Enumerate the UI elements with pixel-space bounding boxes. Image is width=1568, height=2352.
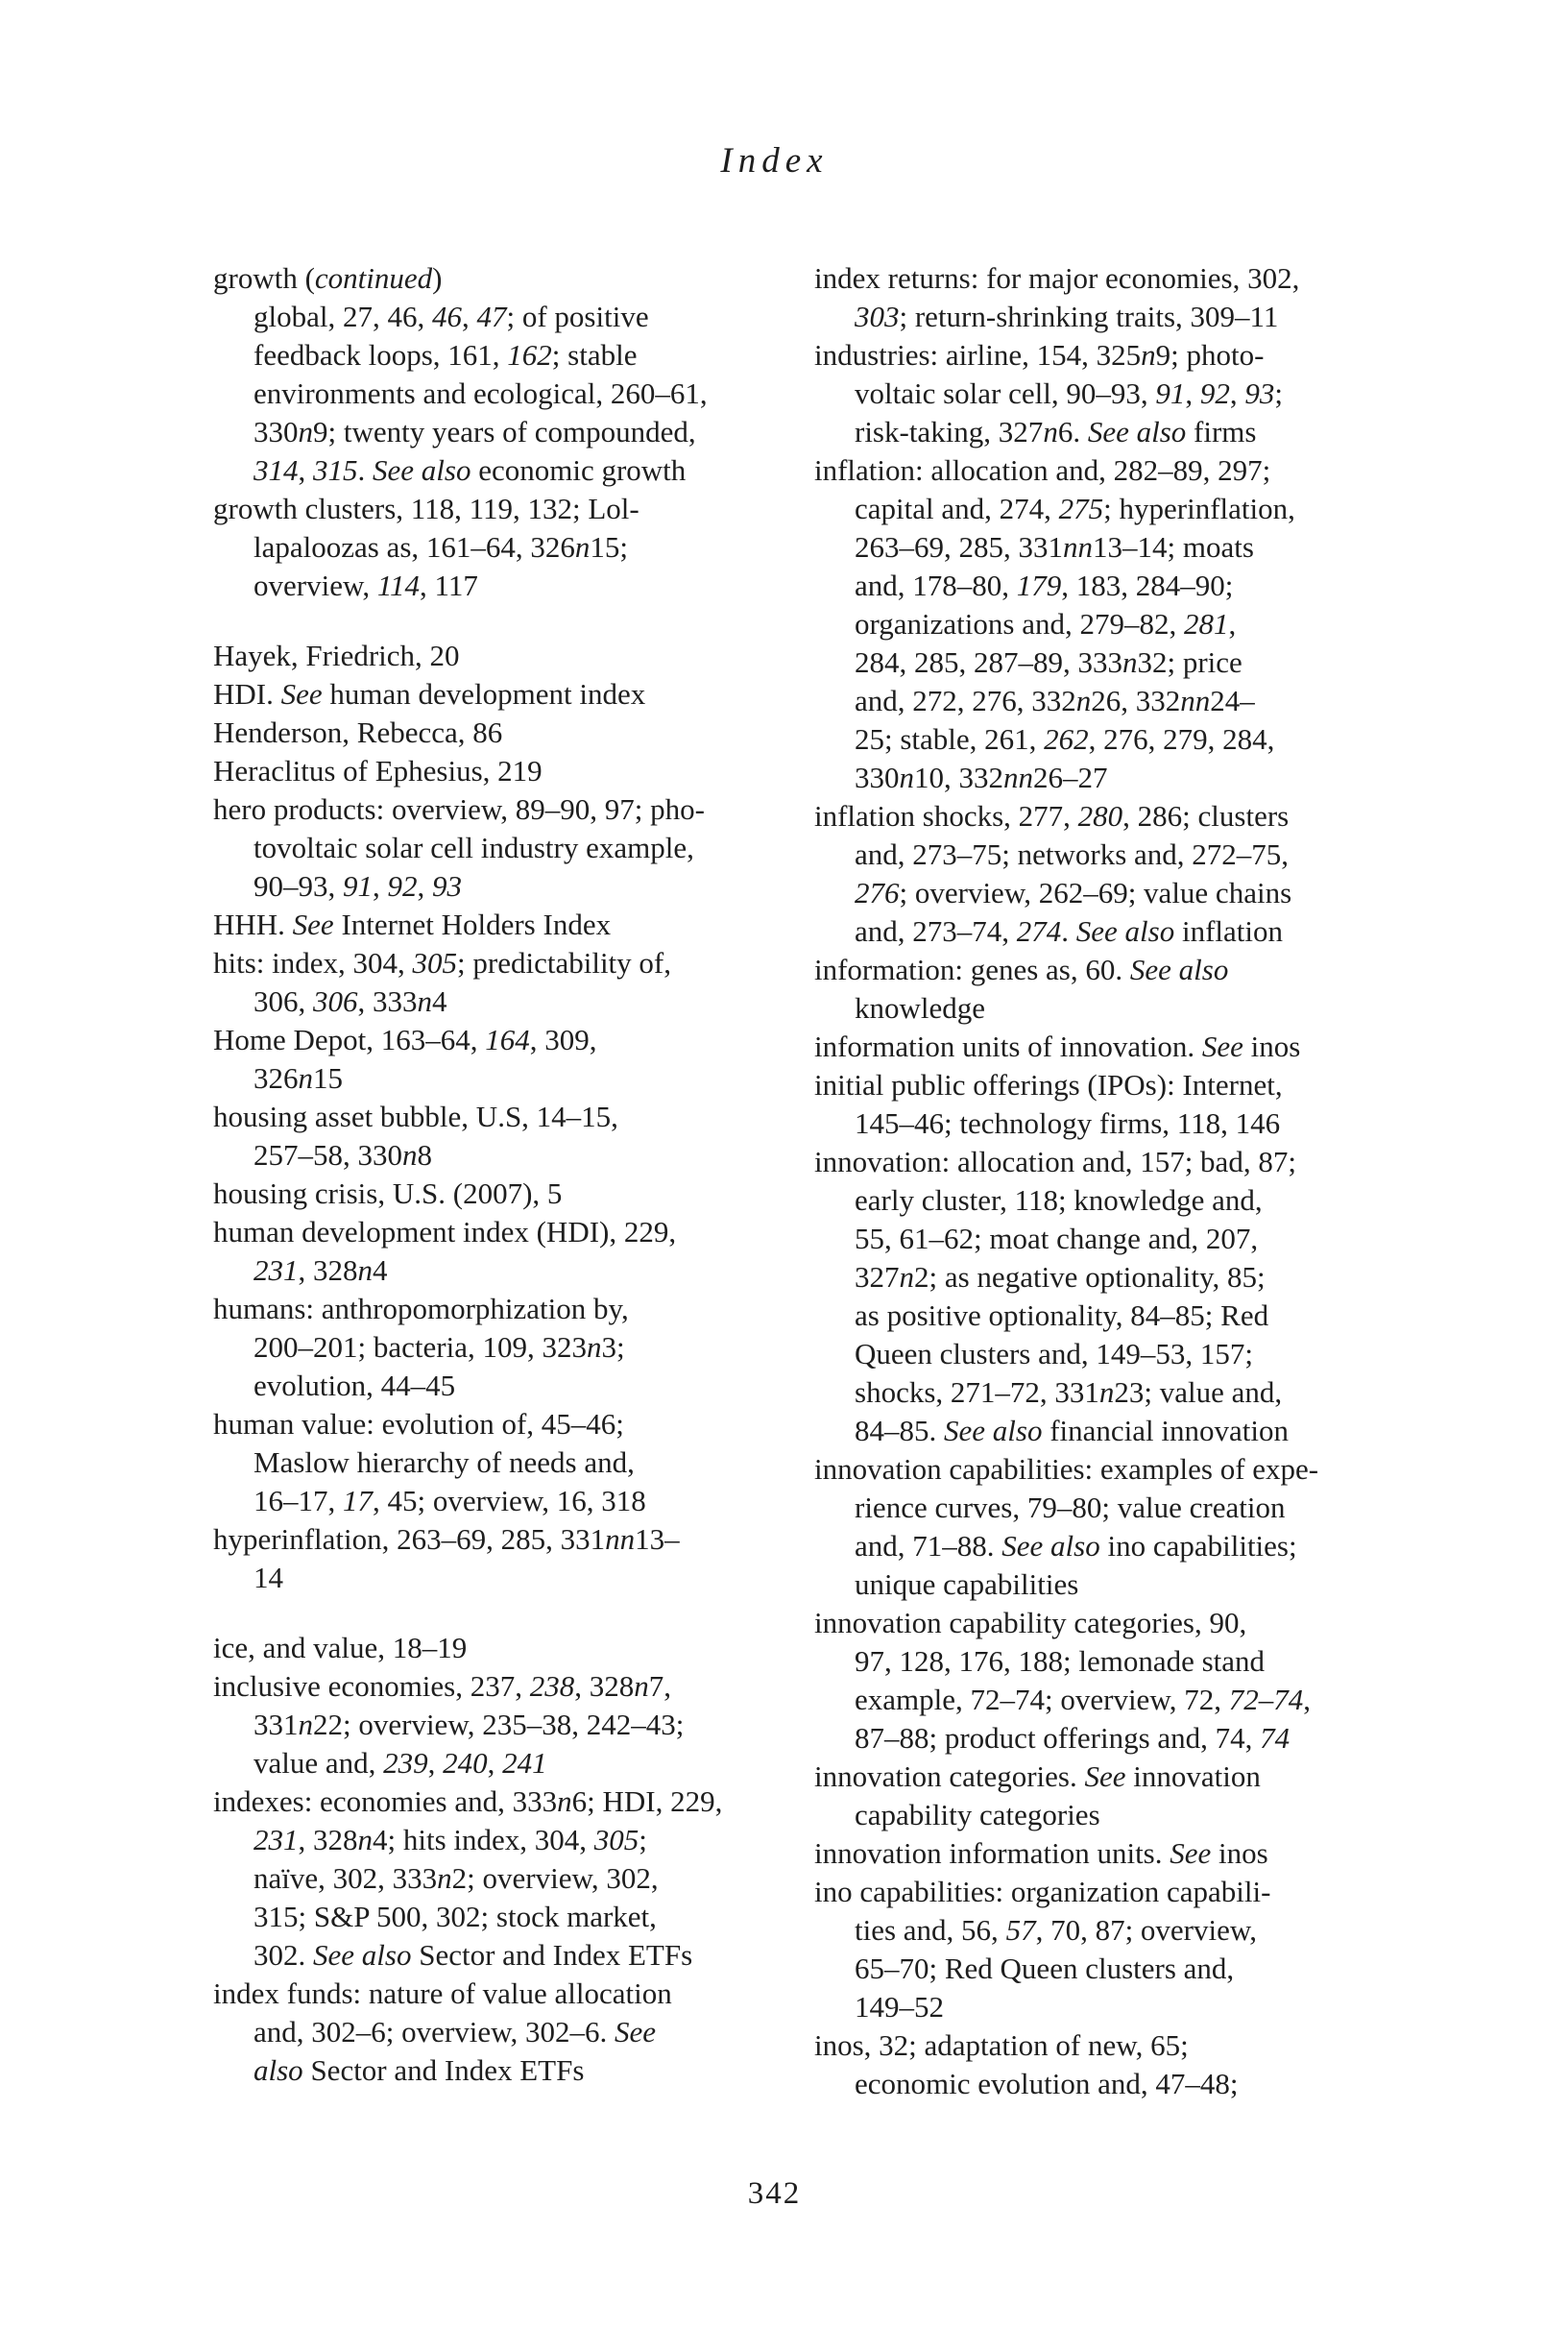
index-line: 284, 285, 287–89, 333n32; price (855, 645, 1242, 679)
index-line: also Sector and Index ETFs (253, 2053, 585, 2087)
index-line: organizations and, 279–82, 281, (855, 607, 1237, 641)
index-line: 263–69, 285, 331nn13–14; moats (855, 530, 1254, 564)
index-line: human value: evolution of, 45–46; (213, 1407, 624, 1441)
index-line: initial public offerings (IPOs): Internet, (814, 1068, 1283, 1102)
index-line: feedback loops, 161, 162; stable (253, 338, 638, 372)
group-gap (213, 1597, 782, 1629)
index-line: 87–88; product offerings and, 74, 74 (855, 1721, 1291, 1755)
index-line: hero products: overview, 89–90, 97; pho- (213, 792, 705, 826)
index-line: tovoltaic solar cell industry example, (253, 831, 694, 864)
index-line: and, 178–80, 179, 183, 284–90; (855, 569, 1234, 602)
index-line: evolution, 44–45 (253, 1369, 456, 1402)
index-line: shocks, 271–72, 331n23; value and, (855, 1375, 1283, 1409)
index-line: environments and ecological, 260–61, (253, 376, 708, 410)
index-line: voltaic solar cell, 90–93, 91, 92, 93; (855, 376, 1283, 410)
index-line: and, 273–74, 274. See also inflation (855, 914, 1284, 948)
index-line: 25; stable, 261, 262, 276, 279, 284, (855, 722, 1275, 756)
index-line: 55, 61–62; moat change and, 207, (855, 1222, 1259, 1255)
index-line: 257–58, 330n8 (253, 1138, 432, 1172)
index-line: innovation information units. See inos (814, 1836, 1268, 1870)
index-line: and, 272, 276, 332n26, 332nn24– (855, 684, 1255, 717)
index-line: 84–85. See also financial innovation (855, 1414, 1289, 1447)
index-line: innovation: allocation and, 157; bad, 87; (814, 1145, 1296, 1178)
index-line: Henderson, Rebecca, 86 (213, 715, 503, 749)
index-line: capital and, 274, 275; hyperinflation, (855, 492, 1295, 525)
index-line: 200–201; bacteria, 109, 323n3; (253, 1330, 625, 1364)
index-line: growth clusters, 118, 119, 132; Lol- (213, 492, 639, 525)
index-line: inclusive economies, 237, 238, 328n7, (213, 1669, 671, 1703)
index-line: naïve, 302, 333n2; overview, 302, (253, 1861, 659, 1895)
index-line: 302. See also Sector and Index ETFs (253, 1938, 693, 1972)
index-line: 65–70; Red Queen clusters and, (855, 1952, 1235, 1985)
index-line: information units of innovation. See inos (814, 1030, 1301, 1063)
index-line: index funds: nature of value allocation (213, 1976, 672, 2010)
page-number: 342 (747, 2176, 802, 2211)
index-line: as positive optionality, 84–85; Red (855, 1298, 1269, 1332)
index-line: Queen clusters and, 149–53, 157; (855, 1337, 1253, 1370)
index-line: Home Depot, 163–64, 164, 309, (213, 1023, 597, 1056)
index-line: ice, and value, 18–19 (213, 1631, 468, 1664)
index-line: hyperinflation, 263–69, 285, 331nn13– (213, 1522, 680, 1556)
index-line: Maslow hierarchy of needs and, (253, 1445, 635, 1479)
index-line: rience curves, 79–80; value creation (855, 1491, 1286, 1524)
index-line: early cluster, 118; knowledge and, (855, 1183, 1263, 1217)
index-line: 145–46; technology firms, 118, 146 (855, 1106, 1281, 1140)
index-line: HDI. See human development index (213, 677, 646, 711)
index-line: index returns: for major economies, 302, (814, 261, 1300, 295)
index-line: risk-taking, 327n6. See also firms (855, 415, 1257, 449)
index-line: 326n15 (253, 1061, 343, 1095)
index-line: value and, 239, 240, 241 (253, 1746, 547, 1780)
index-line: 327n2; as negative optionality, 85; (855, 1260, 1266, 1294)
index-line: and, 302–6; overview, 302–6. See (253, 2015, 656, 2049)
index-line: 97, 128, 176, 188; lemonade stand (855, 1644, 1266, 1678)
index-line: 231, 328n4 (253, 1253, 388, 1287)
index-line: knowledge (855, 991, 986, 1025)
index-line: human development index (HDI), 229, (213, 1215, 677, 1249)
index-line: unique capabilities (855, 1567, 1079, 1601)
page-title: Index (720, 141, 829, 181)
index-line: 306, 306, 333n4 (253, 984, 447, 1018)
index-line: ino capabilities: organization capabili- (814, 1875, 1271, 1908)
index-line: innovation capabilities: examples of expe- (814, 1452, 1319, 1486)
index-line: information: genes as, 60. See also (814, 953, 1229, 986)
index-line: hits: index, 304, 305; predictability of, (213, 946, 671, 980)
index-line: housing crisis, U.S. (2007), 5 (213, 1176, 563, 1210)
index-line: 303; return-shrinking traits, 309–11 (855, 300, 1279, 333)
index-line: global, 27, 46, 46, 47; of positive (253, 300, 649, 333)
index-line: innovation capability categories, 90, (814, 1606, 1247, 1639)
index-line: 276; overview, 262–69; value chains (855, 876, 1292, 909)
index-line: innovation categories. See innovation (814, 1759, 1261, 1793)
index-line: Heraclitus of Ephesius, 219 (213, 754, 543, 788)
index-line: 314, 315. See also economic growth (253, 453, 687, 487)
index-line: overview, 114, 117 (253, 569, 478, 602)
index-line: 330n9; twenty years of compounded, (253, 415, 696, 449)
group-gap (213, 605, 782, 637)
index-line: humans: anthropomorphization by, (213, 1292, 629, 1325)
index-line: and, 273–75; networks and, 272–75, (855, 837, 1290, 871)
index-line: 231, 328n4; hits index, 304, 305; (253, 1823, 647, 1856)
index-line: ties and, 56, 57, 70, 87; overview, (855, 1913, 1258, 1947)
index-line: 315; S&P 500, 302; stock market, (253, 1900, 657, 1933)
index-line: growth (continued) (213, 261, 443, 295)
index-line: inflation: allocation and, 282–89, 297; (814, 453, 1271, 487)
index-line: HHH. See Internet Holders Index (213, 908, 612, 941)
index-line: inflation shocks, 277, 280, 286; clusters (814, 799, 1290, 833)
index-line: Hayek, Friedrich, 20 (213, 639, 460, 672)
index-line: indexes: economies and, 333n6; HDI, 229, (213, 1784, 723, 1818)
index-line: economic evolution and, 47–48; (855, 2067, 1239, 2100)
index-line: 14 (253, 1561, 283, 1594)
index-line: inos, 32; adaptation of new, 65; (814, 2028, 1189, 2062)
index-line: 16–17, 17, 45; overview, 16, 318 (253, 1484, 646, 1517)
column-left (213, 259, 782, 2090)
index-line: 330n10, 332nn26–27 (855, 761, 1108, 794)
index-line: 90–93, 91, 92, 93 (253, 869, 462, 903)
index-line: 331n22; overview, 235–38, 242–43; (253, 1708, 685, 1741)
index-line: 149–52 (855, 1990, 944, 2024)
index-line: lapaloozas as, 161–64, 326n15; (253, 530, 629, 564)
column-right (814, 259, 1358, 2103)
index-line: industries: airline, 154, 325n9; photo- (814, 338, 1265, 372)
index-line: example, 72–74; overview, 72, 72–74, (855, 1683, 1311, 1716)
index-line: housing asset bubble, U.S, 14–15, (213, 1100, 618, 1133)
index-line: capability categories (855, 1798, 1100, 1831)
index-line: and, 71–88. See also ino capabilities; (855, 1529, 1297, 1563)
